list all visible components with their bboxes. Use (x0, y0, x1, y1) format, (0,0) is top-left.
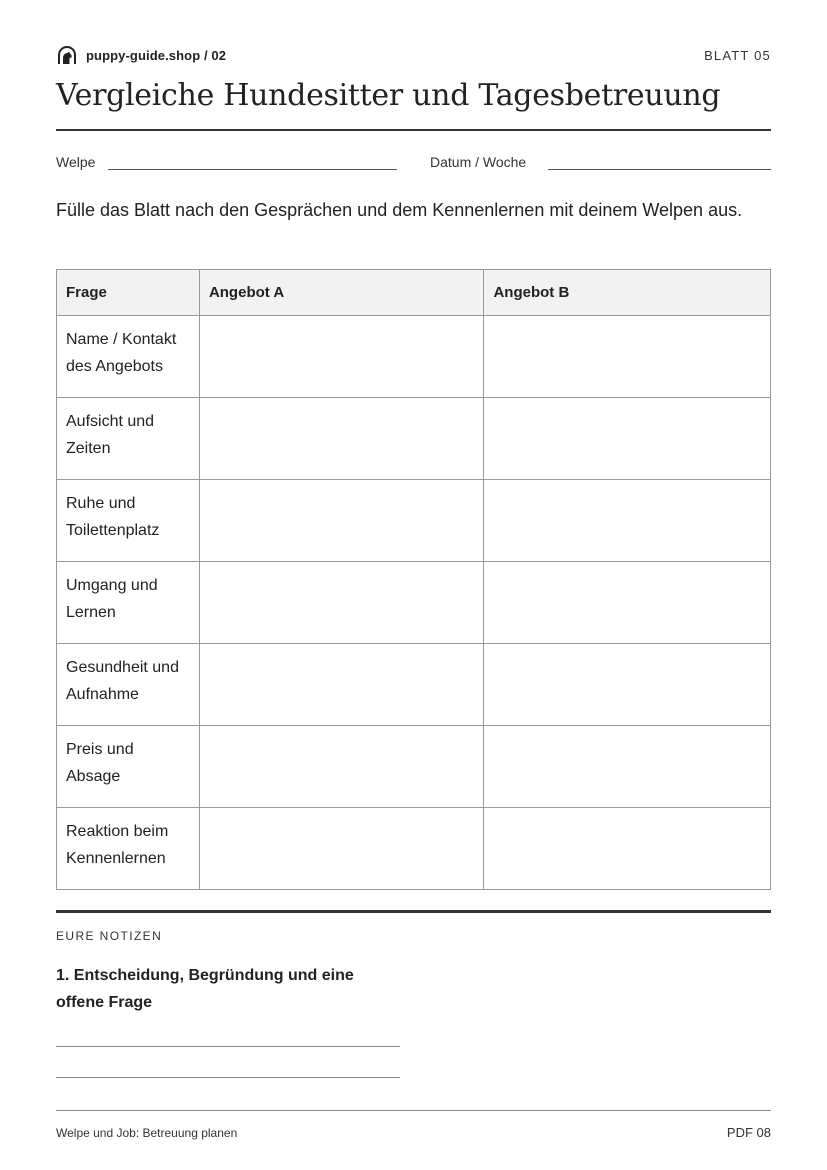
puppy-write-line[interactable] (108, 169, 397, 170)
offer-a-cell[interactable] (199, 808, 484, 890)
dog-silhouette-icon (56, 44, 78, 66)
notes-divider (56, 910, 771, 913)
date-write-line[interactable] (548, 169, 771, 170)
offer-b-cell[interactable] (484, 562, 771, 644)
brand (56, 44, 226, 66)
offer-b-cell[interactable] (484, 808, 771, 890)
footer-divider (56, 1110, 771, 1111)
comparison-table (56, 269, 771, 890)
offer-a-cell[interactable] (199, 398, 484, 480)
offer-b-cell[interactable] (484, 480, 771, 562)
row-question: Preis und Absage (57, 726, 200, 808)
column-header-offer-b: Angebot B (484, 270, 771, 316)
page-title: Vergleiche Hundesitter und Tagesbetreuung (56, 78, 721, 113)
table-row (57, 726, 771, 808)
table-row (57, 480, 771, 562)
offer-b-cell[interactable] (484, 398, 771, 480)
table-header-row (57, 270, 771, 316)
puppy-field (56, 154, 95, 170)
title-divider (56, 129, 771, 131)
offer-a-cell[interactable] (199, 726, 484, 808)
date-field-label: Datum / Woche (430, 154, 527, 170)
row-question: Reaktion beim Kennenlernen (57, 808, 200, 890)
table-row (57, 808, 771, 890)
table-row (57, 644, 771, 726)
row-question: Gesundheit und Aufnahme (57, 644, 200, 726)
row-question: Name / Kontakt des Angebots (57, 316, 200, 398)
row-question: Aufsicht und Zeiten (57, 398, 200, 480)
date-field (430, 154, 526, 170)
offer-a-cell[interactable] (199, 480, 484, 562)
offer-b-cell[interactable] (484, 644, 771, 726)
instruction-text: Fülle das Blatt nach den Gesprächen und dem Kennenlernen mit deinem Welpen aus. (56, 200, 743, 220)
column-header-offer-a: Angebot A (199, 270, 484, 316)
row-question: Umgang und Lernen (57, 562, 200, 644)
notes-question: 1. Entscheidung, Begründung und eine offene Frage (56, 967, 354, 1011)
column-header-question: Frage (57, 270, 200, 316)
table-row (57, 398, 771, 480)
offer-a-cell[interactable] (199, 316, 484, 398)
table-row (57, 316, 771, 398)
table-row (57, 562, 771, 644)
offer-a-cell[interactable] (199, 562, 484, 644)
brand-text: puppy-guide.shop / 02 (86, 47, 227, 63)
notes-write-line[interactable] (56, 1046, 400, 1047)
sheet-number: BLATT 05 (704, 48, 771, 63)
notes-section-label: EURE NOTIZEN (56, 929, 163, 943)
puppy-field-label: Welpe (56, 154, 96, 170)
notes-write-line[interactable] (56, 1077, 400, 1078)
row-question: Ruhe und Toilettenplatz (57, 480, 200, 562)
footer-page-label: PDF 08 (726, 1125, 771, 1140)
offer-a-cell[interactable] (199, 644, 484, 726)
footer-title: Welpe und Job: Betreuung planen (56, 1126, 238, 1140)
offer-b-cell[interactable] (484, 316, 771, 398)
page-header (56, 44, 771, 70)
offer-b-cell[interactable] (484, 726, 771, 808)
